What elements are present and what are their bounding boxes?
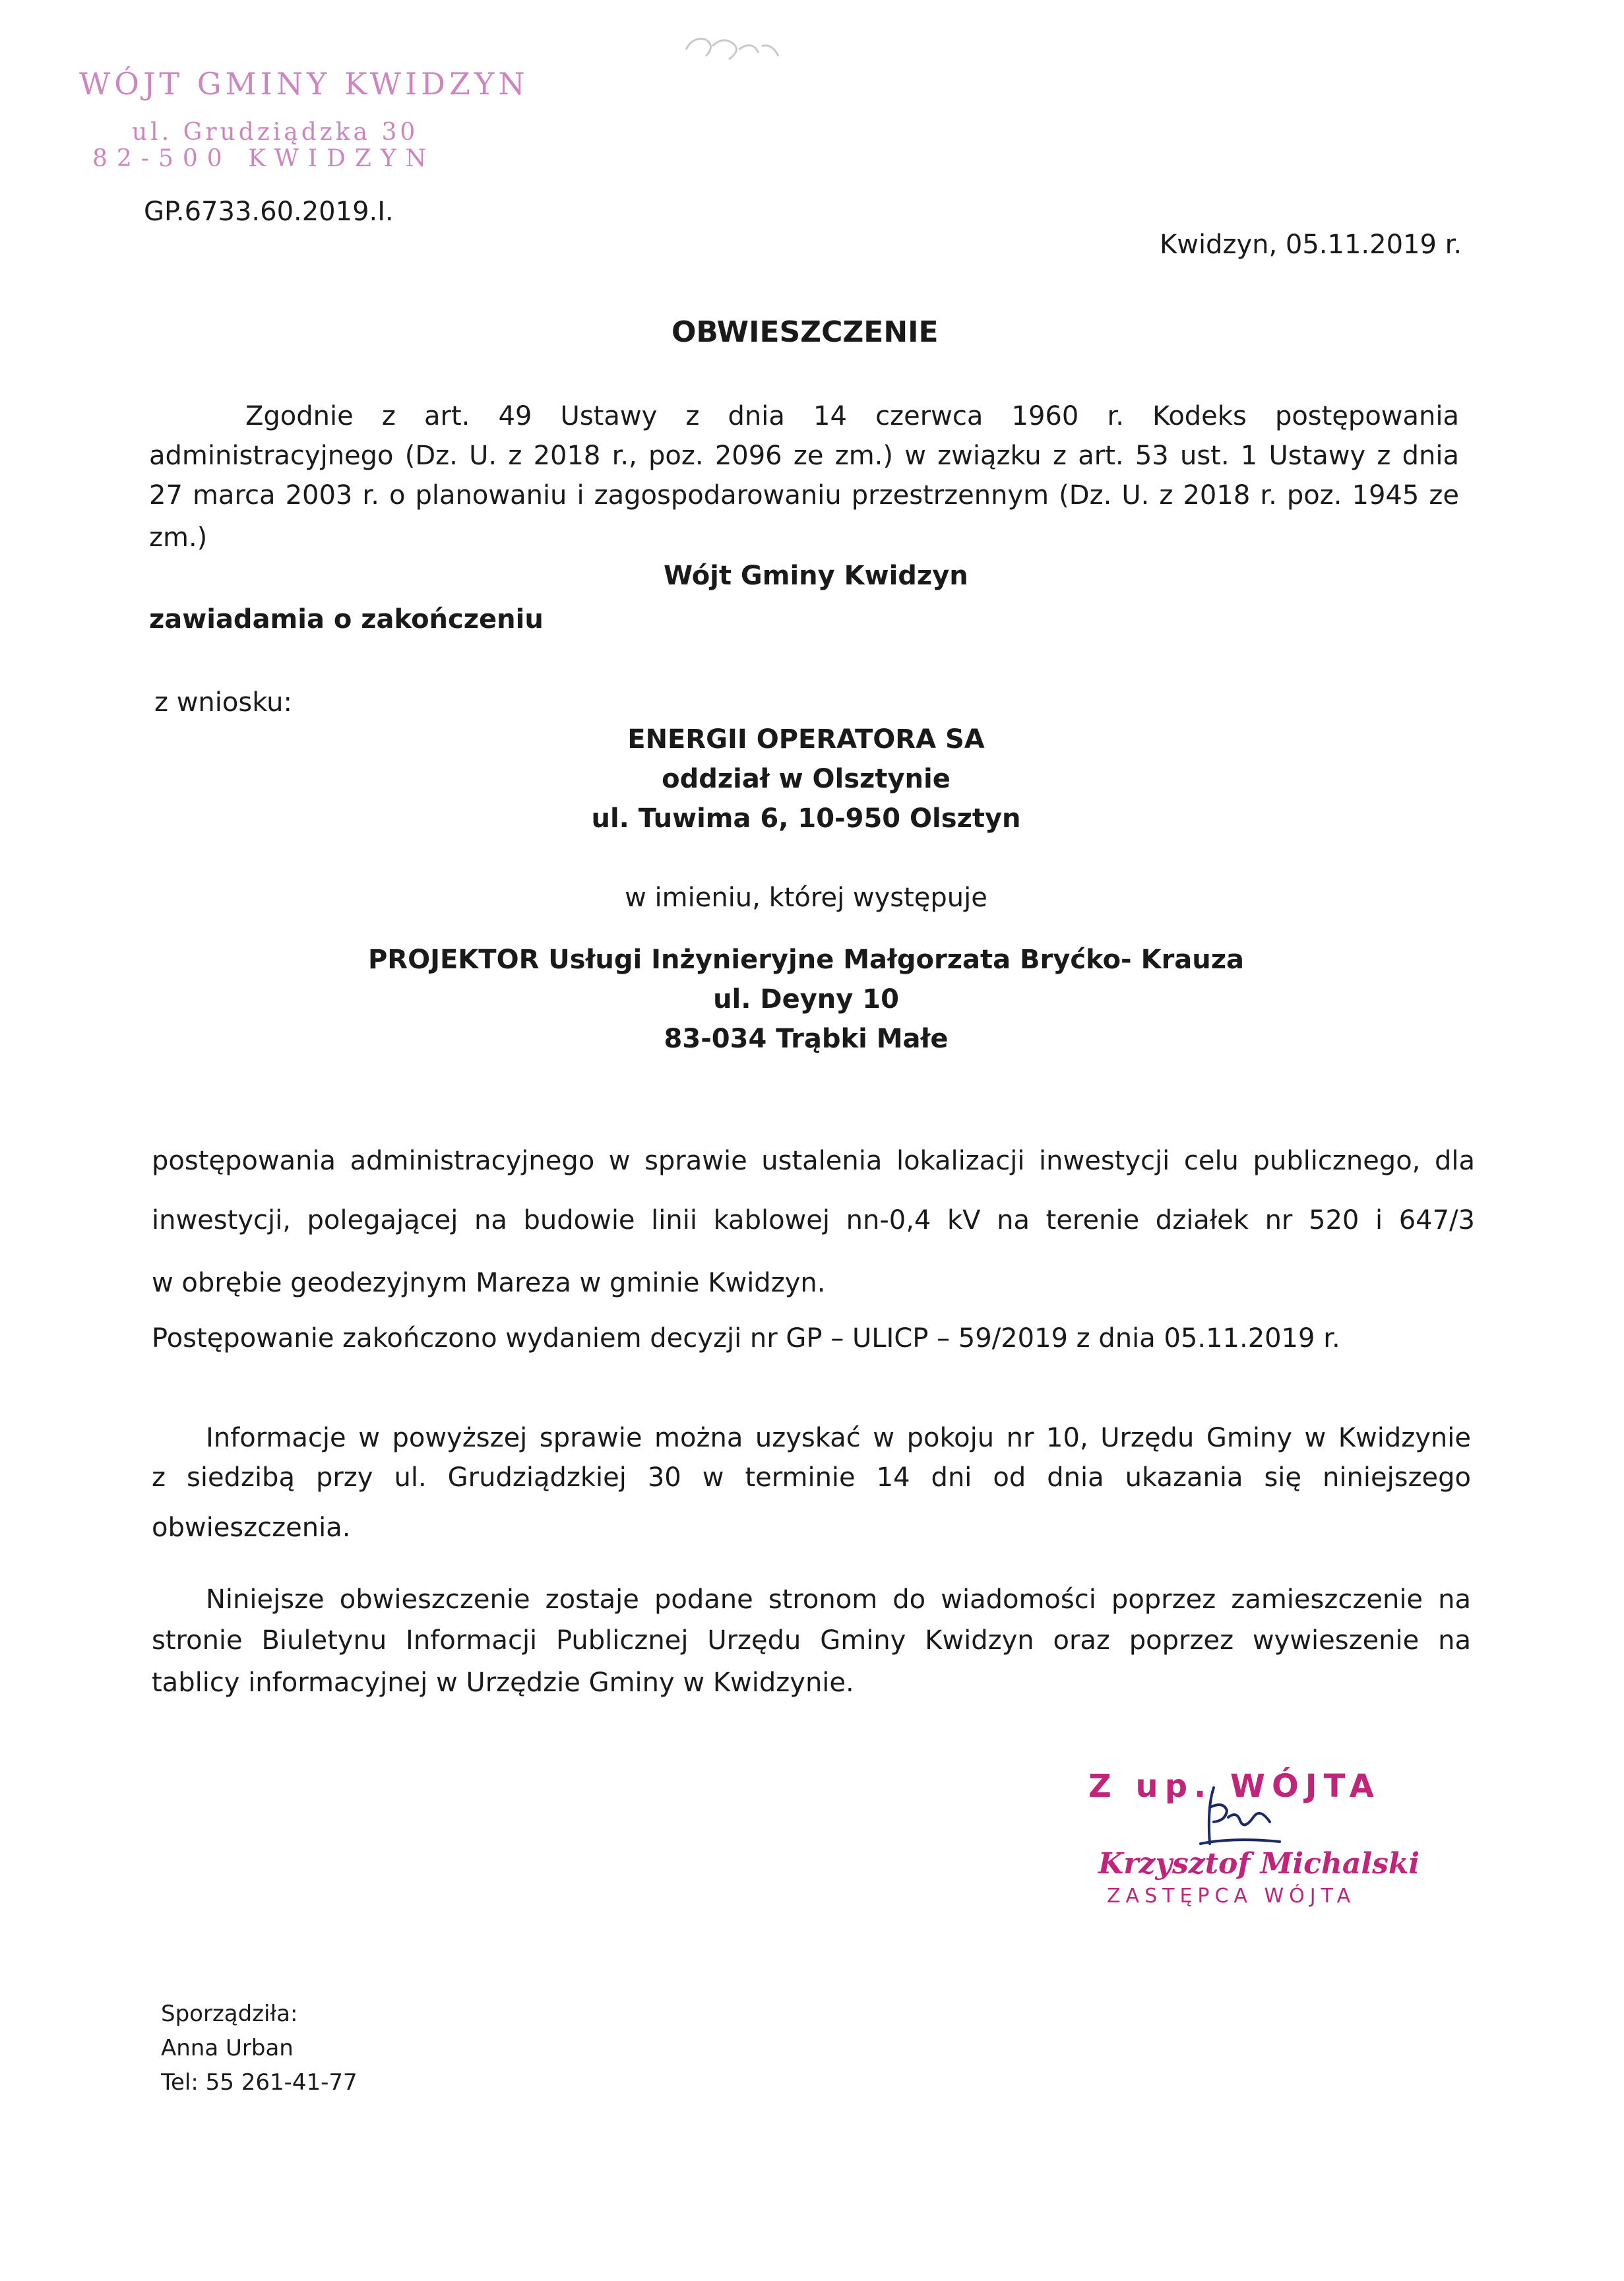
publication-line-3: tablicy informacyjnej w Urzędzie Gminy w Kwidzynie. xyxy=(152,1668,854,1698)
representative-city: 83-034 Trąbki Małe xyxy=(664,1024,949,1054)
stamp-authority-name: WÓJT GMINY KWIDZYN xyxy=(79,66,529,102)
stamp-address-street: ul. Grudziądzka 30 xyxy=(132,119,419,146)
applicant-branch: oddział w Olsztynie xyxy=(662,764,951,794)
place-and-date: Kwidzyn, 05.11.2019 r. xyxy=(1160,230,1462,260)
proceedings-line-2: inwestycji, polegającej na budowie linii kablowej nn-0,4 kV na terenie działek nr 520 i 647/3 xyxy=(152,1205,1475,1235)
intro-line-2: administracyjnego (Dz. U. z 2018 r., poz. 2096 ze zm.) w związku z art. 53 ust. 1 Ustawy z dnia xyxy=(149,441,1459,471)
stamp-address-city: 82-500 KWIDZYN xyxy=(92,145,436,172)
pencil-annotation-mark xyxy=(679,20,792,73)
representative-street: ul. Deyny 10 xyxy=(713,984,899,1015)
info-line-2: z siedzibą przy ul. Grudziądzkiej 30 w terminie 14 dni od dnia ukazania się niniejszego xyxy=(152,1462,1471,1493)
authority-name: Wójt Gminy Kwidzyn xyxy=(664,561,968,591)
notice-lead: zawiadamia o zakończeniu xyxy=(149,604,544,635)
document-title: OBWIESZCZENIE xyxy=(671,315,939,349)
representative-name: PROJEKTOR Usługi Inżynieryjne Małgorzata Bryćko- Krauza xyxy=(367,945,1245,975)
publication-line-2: stronie Biuletynu Informacji Publicznej Urzędu Gminy Kwidzyn oraz poprzez wywieszenie na xyxy=(152,1625,1471,1656)
applicant-name: ENERGII OPERATORA SA xyxy=(627,724,985,755)
on-behalf-text: w imieniu, której występuje xyxy=(625,883,987,913)
handwritten-signature xyxy=(1187,1781,1293,1854)
proceedings-line-1: postępowania administracyjnego w sprawie ustalenia lokalizacji inwestycji celu publicznego, dla xyxy=(152,1146,1475,1176)
proceedings-line-3: w obrębie geodezyjnym Mareza w gminie Kwidzyn. xyxy=(152,1268,826,1298)
intro-line-1: Zgodnie z art. 49 Ustawy z dnia 14 czerwca 1960 r. Kodeks postępowania xyxy=(245,401,1459,431)
prepared-by-phone: Tel: 55 261-41-77 xyxy=(161,2069,358,2096)
signatory-name: Krzysztof Michalski xyxy=(1098,1847,1420,1881)
request-label: z wniosku: xyxy=(154,687,292,718)
applicant-address: ul. Tuwima 6, 10-950 Olsztyn xyxy=(591,803,1021,834)
decision-statement: Postępowanie zakończono wydaniem decyzji nr GP – ULICP – 59/2019 z dnia 05.11.2019 r. xyxy=(152,1323,1340,1354)
publication-line-1: Niniejsze obwieszczenie zostaje podane stronom do wiadomości poprzez zamieszczenie na xyxy=(206,1584,1471,1615)
info-line-3: obwieszczenia. xyxy=(152,1513,351,1543)
signatory-role: ZASTĘPCA WÓJTA xyxy=(1107,1885,1356,1908)
prepared-by-name: Anna Urban xyxy=(161,2035,294,2061)
intro-line-3: 27 marca 2003 r. o planowaniu i zagospodarowaniu przestrzennym (Dz. U. z 2018 r. poz. 1945 ze xyxy=(149,480,1459,511)
reference-number: GP.6733.60.2019.I. xyxy=(144,197,394,227)
intro-line-4: zm.) xyxy=(149,522,208,553)
signature-on-behalf-stamp: Z up. WÓJTA xyxy=(1088,1768,1381,1805)
info-line-1: Informacje w powyższej sprawie można uzyskać w pokoju nr 10, Urzędu Gminy w Kwidzynie xyxy=(206,1423,1471,1453)
prepared-by-label: Sporządziła: xyxy=(161,2001,298,2027)
